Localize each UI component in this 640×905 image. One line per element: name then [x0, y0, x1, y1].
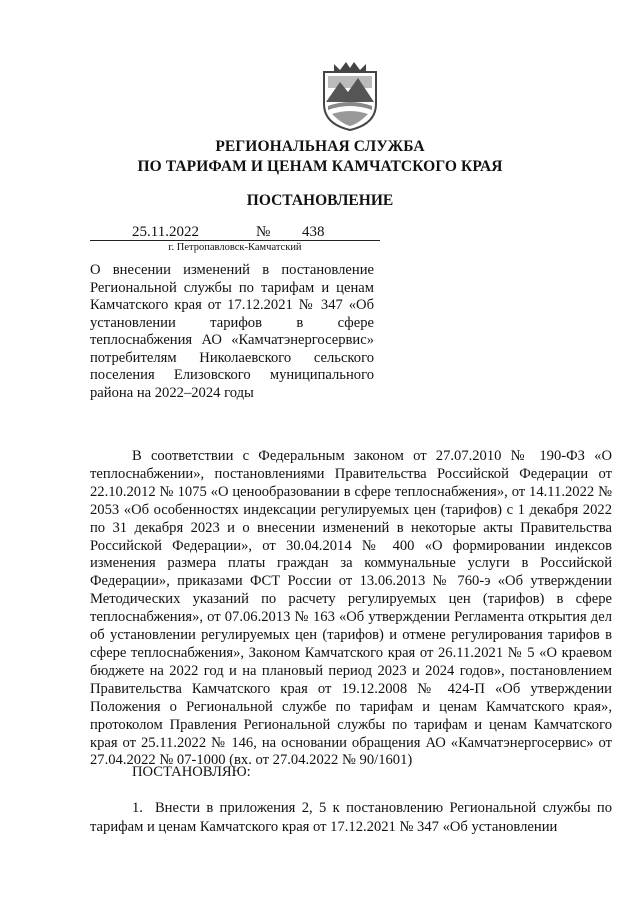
number-sign: №	[256, 224, 271, 240]
preamble-paragraph: В соответствии с Федеральным законом от 27.07.2010 № 190-ФЗ «О теплоснабжении», постановлениями Правительства Российской Федерации от 22.10.2012 № 1075 «О ценообразовании в сфере теплоснабжения», от 14.11.2022 № 2053 «Об особенностях индексации регулируемых цен (тарифов) с 1 декабря 2022 по 31 декабря 2023 и о внесении изменений в некоторые акты Правительства Российской Федерации», от 30.04.2014 № 400 «О формировании индексов изменения размера платы граждан за коммунальные услуги в Российской Федерации», приказами ФСТ России от 13.06.2013 № 760-э «Об утверждении Методических указаний по расчету регулируемых цен (тарифов) в сфере теплоснабжения», от 07.06.2013 № 163 «Об утверждении Регламента открытия дел об установлении регулируемых цен (тарифов) и отмене регулирования тарифов в сфере теплоснабжения», Законом Камчатского края от 26.11.2021 № 5 «О краевом бюджете на 2022 год и на плановый период 2023 и 2024 годов», постановлением Правительства Камчатского края от 19.12.2008 № 424-П «Об утверждении Положения о Региональной службе по тарифам и ценам Камчатского края», протоколом Правления Региональной службы по тарифам и ценам Камчатского края от 25.11.2022 № 146, на основании обращения АО «Камчатэнергосервис» от 27.04.2022 № 07-1000 (вх. от 27.04.2022 № 90/1601)	[90, 448, 612, 769]
document-city: г. Петропавловск-Камчатский	[168, 242, 302, 253]
resolution-item-1	[90, 799, 612, 837]
organization-name-line1: РЕГИОНАЛЬНАЯ СЛУЖБА	[215, 138, 425, 155]
document-type-title: ПОСТАНОВЛЕНИЕ	[246, 192, 394, 209]
organization-name-line2: ПО ТАРИФАМ И ЦЕНАМ КАМЧАТСКОГО КРАЯ	[137, 158, 503, 175]
item-number: 1.	[132, 800, 143, 816]
document-subject: О внесении изменений в постановление Региональной службы по тарифам и ценам Камчатского края от 17.12.2021 № 347 «Об установлении тарифов в сфере теплоснабжения АО «Камчатэнергосервис» потребителям Николаевского сельского поселения Елизовского муниципального района на 2022–2024 годы	[90, 262, 374, 401]
resolve-heading: ПОСТАНОВЛЯЮ:	[132, 764, 251, 780]
coat-of-arms-emblem	[318, 58, 382, 132]
document-date: 25.11.2022	[132, 224, 199, 240]
document-number: 438	[302, 224, 325, 240]
item-text: Внести в приложения 2, 5 к постановлению Региональной службы по тарифам и ценам Камчатского края от 17.12.2021 № 347 «Об установлении	[90, 800, 612, 835]
registration-underline	[90, 240, 380, 241]
